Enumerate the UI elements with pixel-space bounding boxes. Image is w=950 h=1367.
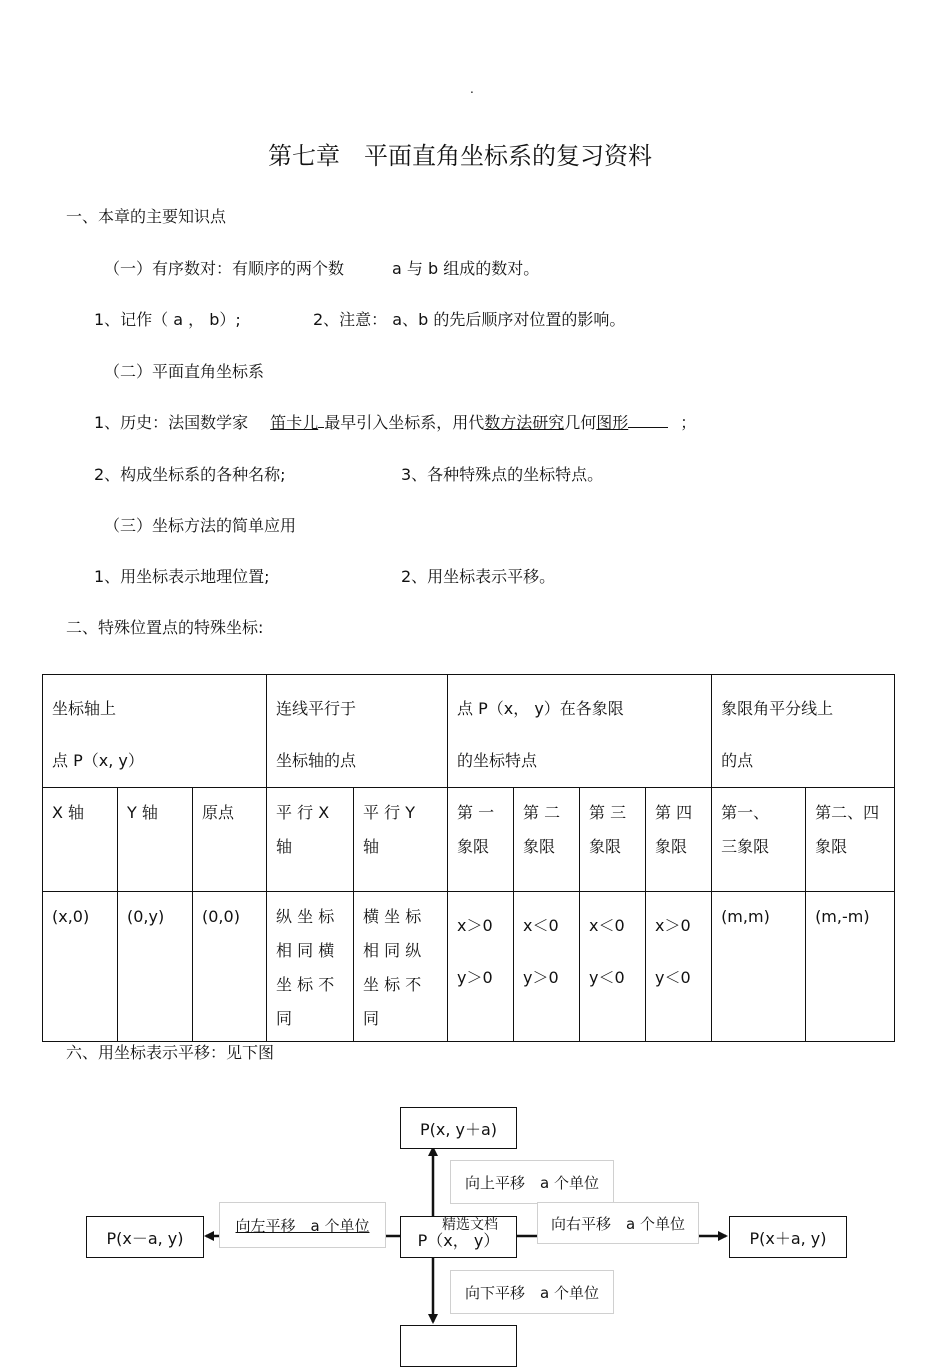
- section1-heading: 一、本章的主要知识点: [66, 207, 227, 226]
- header-dot: .: [470, 82, 474, 96]
- up-translation-label: 向上平移 a 个单位: [450, 1160, 614, 1204]
- subheader-quadrant-4: 第 四 象限: [646, 788, 712, 892]
- subheader-quadrant-2: 第 二 象限: [514, 788, 580, 892]
- subheader-quadrant-1: 第 一 象限: [448, 788, 514, 892]
- value-x-axis: (x,0): [43, 892, 118, 1042]
- point-up-box: P(x, y＋a): [400, 1107, 517, 1149]
- geo-position-item: 1、用坐标表示地理位置;: [94, 567, 270, 586]
- group-header-axis: 坐标轴上 点 P（x, y）: [43, 675, 267, 788]
- value-quadrant-1: x＞0 y＞0: [448, 892, 514, 1042]
- right-translation-label: 向右平移 a 个单位: [537, 1202, 699, 1244]
- subheader-quadrant-3: 第 三 象限: [580, 788, 646, 892]
- value-origin: (0,0): [193, 892, 267, 1042]
- page-title: 第七章 平面直角坐标系的复习资料: [268, 142, 652, 170]
- history-underlined-1: 数方法研究: [484, 413, 565, 432]
- subheader-bisector-24: 第二、四 象限: [806, 788, 895, 892]
- ordered-pair-notation: 1、记作（ a ， b）;: [94, 310, 241, 329]
- section6-heading: 六、用坐标表示平移：见下图: [66, 1043, 275, 1062]
- section2-heading: 二、特殊位置点的特殊坐标:: [66, 618, 264, 637]
- subheader-bisector-13: 第一、 三象限: [712, 788, 806, 892]
- ordered-pair-note: 2、注意： a、b 的先后顺序对位置的影响。: [313, 310, 626, 329]
- value-quadrant-2: x＜0 y＞0: [514, 892, 580, 1042]
- subheader-x-axis: X 轴: [43, 788, 118, 892]
- subheader-y-axis: Y 轴: [118, 788, 193, 892]
- value-parallel-x: 纵 坐 标 相 同 横 坐 标 不 同: [267, 892, 354, 1042]
- history-name: 笛卡儿: [270, 413, 319, 432]
- point-right-box: P(x＋a, y): [729, 1216, 847, 1258]
- history-end: ；: [680, 413, 697, 432]
- coordinate-system-heading: （二）平面直角坐标系: [104, 362, 265, 381]
- subheader-origin: 原点: [193, 788, 267, 892]
- group-header-bisector: 象限角平分线上 的点: [712, 675, 895, 788]
- history-mid2: 几何: [564, 413, 597, 432]
- value-quadrant-3: x＜0 y＜0: [580, 892, 646, 1042]
- left-translation-label: 向左平移 a 个单位: [219, 1202, 386, 1248]
- subheader-parallel-y: 平 行 Y 轴: [354, 788, 448, 892]
- point-left-box: P(x－a, y): [86, 1216, 204, 1258]
- value-parallel-y: 横 坐 标 相 同 纵 坐 标 不 同: [354, 892, 448, 1042]
- group-header-quadrant: 点 P（x， y）在各象限 的坐标特点: [448, 675, 712, 788]
- value-y-axis: (0,y): [118, 892, 193, 1042]
- down-translation-label: 向下平移 a 个单位: [450, 1270, 614, 1314]
- value-quadrant-4: x＞0 y＜0: [646, 892, 712, 1042]
- coordinate-names-item: 2、构成坐标系的各种名称;: [94, 465, 286, 484]
- ordered-pair-heading: （一）有序数对：有顺序的两个数: [104, 259, 345, 278]
- point-center-box: P（x， y）: [400, 1216, 517, 1258]
- value-bisector-24: (m,-m): [806, 892, 895, 1042]
- value-bisector-13: (m,m): [712, 892, 806, 1042]
- point-down-box: [400, 1325, 517, 1367]
- history-prefix: 1、历史：法国数学家: [94, 413, 249, 432]
- ordered-pair-heading-tail: a 与 b 组成的数对。: [392, 259, 540, 278]
- history-mid: 最早引入坐标系，用代: [324, 413, 485, 432]
- history-underlined-2: 图形: [596, 413, 629, 432]
- group-header-parallel: 连线平行于 坐标轴的点: [267, 675, 448, 788]
- special-points-item: 3、各种特殊点的坐标特点。: [401, 465, 604, 484]
- subheader-parallel-x: 平 行 X 轴: [267, 788, 354, 892]
- translation-item: 2、用坐标表示平移。: [401, 567, 556, 586]
- watermark-text: 精选文档: [442, 1217, 498, 1233]
- application-heading: （三）坐标方法的简单应用: [104, 516, 297, 535]
